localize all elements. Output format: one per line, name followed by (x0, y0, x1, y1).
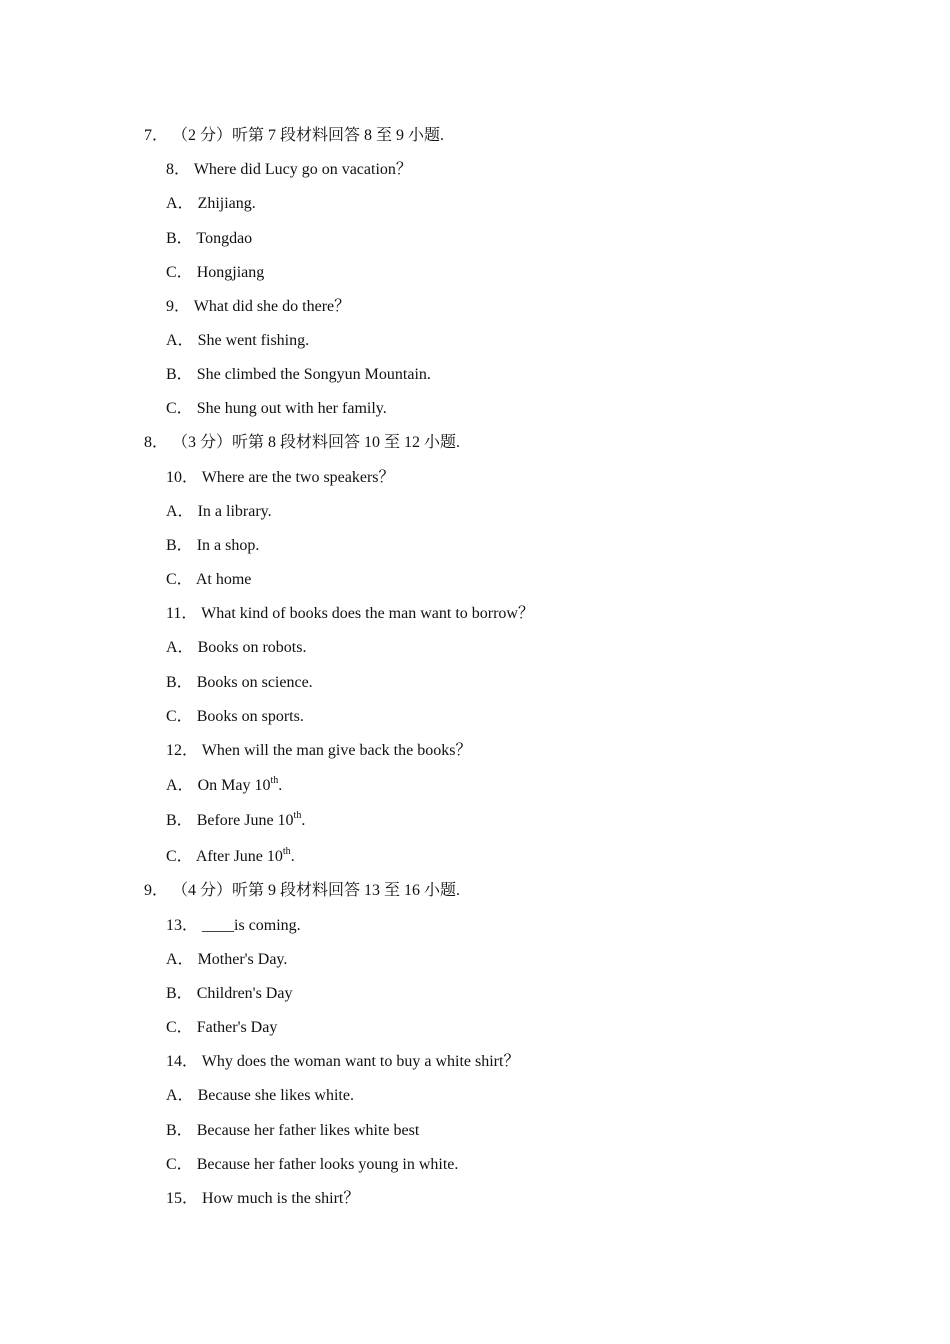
option-b (166, 673, 313, 693)
option-letter: C． (166, 1019, 193, 1036)
option-text: On May 10 (197, 777, 271, 794)
option-c (166, 847, 295, 867)
question (166, 1189, 359, 1209)
question-text: Why does the woman want to buy a white shirt？ (201, 1053, 520, 1070)
question (166, 160, 412, 180)
option-letter: C． (166, 848, 193, 865)
question-number: 13． (166, 917, 199, 934)
superscript: th (282, 845, 291, 857)
question-text: What kind of books does the man want to borrow？ (201, 605, 534, 622)
option-letter: B． (166, 1122, 193, 1139)
question (166, 916, 301, 936)
option-text: Books on robots. (197, 639, 307, 656)
superscript: th (293, 809, 302, 821)
option-text: In a library. (197, 503, 272, 520)
question (166, 741, 471, 761)
question (166, 297, 350, 317)
option-text: Books on sports. (196, 708, 304, 725)
option-text: Zhijiang. (197, 195, 256, 212)
option-letter: B． (166, 230, 193, 247)
option-text: Tongdao (196, 230, 253, 247)
option-text: She went fishing. (197, 332, 310, 349)
option-letter: A． (166, 777, 194, 794)
option-letter: A． (166, 332, 194, 349)
question-number: 11． (166, 605, 198, 622)
question (166, 468, 395, 488)
option-text: Children's Day (196, 985, 293, 1002)
question-text: Where did Lucy go on vacation？ (193, 161, 412, 178)
option-b (166, 811, 305, 831)
option-letter: A． (166, 951, 194, 968)
option-letter: B． (166, 812, 193, 829)
option-c (166, 707, 304, 727)
option-text: Hongjiang (196, 264, 265, 281)
question-number: 10． (166, 469, 199, 486)
question-number: 8． (166, 161, 191, 178)
question-text: ____is coming. (202, 917, 301, 934)
option-text: She climbed the Songyun Mountain. (196, 366, 431, 383)
option-letter: C． (166, 1156, 193, 1173)
option-letter: B． (166, 674, 193, 691)
option-a (166, 194, 256, 214)
option-letter: C． (166, 708, 193, 725)
option-text: Before June 10 (196, 812, 294, 829)
option-letter: C． (166, 400, 193, 417)
section-instruction: （4 分）听第 9 段材料回答 13 至 16 小题. (172, 882, 461, 899)
option-letter: B． (166, 985, 193, 1002)
option-text: Mother's Day. (197, 951, 288, 968)
question-number: 12． (166, 742, 199, 759)
section-instruction: （3 分）听第 8 段材料回答 10 至 12 小题. (172, 434, 461, 451)
option-c (166, 1018, 277, 1038)
option-a (166, 950, 287, 970)
option-c (166, 263, 264, 283)
option-c (166, 399, 387, 419)
option-a (166, 1086, 354, 1106)
option-b (166, 365, 431, 385)
question (166, 604, 534, 624)
question-text: How much is the shirt？ (202, 1190, 360, 1207)
option-b (166, 984, 292, 1004)
section-header (144, 433, 460, 453)
option-letter: C． (166, 571, 193, 588)
option-a (166, 331, 309, 351)
option-letter: A． (166, 195, 194, 212)
option-punctuation: . (278, 777, 283, 794)
option-b (166, 536, 259, 556)
question-text: When will the man give back the books？ (201, 742, 472, 759)
option-text: Books on science. (196, 674, 313, 691)
option-a (166, 502, 272, 522)
option-text: At home (195, 571, 252, 588)
question (166, 1052, 519, 1072)
question-number: 14． (166, 1053, 199, 1070)
option-a (166, 638, 306, 658)
section-instruction: （2 分）听第 7 段材料回答 8 至 9 小题. (172, 127, 445, 144)
option-c (166, 570, 251, 590)
option-text: In a shop. (196, 537, 260, 554)
option-text: She hung out with her family. (196, 400, 387, 417)
option-letter: B． (166, 537, 193, 554)
option-text: Because she likes white. (197, 1087, 354, 1104)
section-header (144, 881, 460, 901)
question-number: 9． (166, 298, 191, 315)
option-text: Father's Day (196, 1019, 278, 1036)
option-letter: A． (166, 639, 194, 656)
option-letter: A． (166, 1087, 194, 1104)
option-a (166, 776, 282, 796)
option-text: Because her father likes white best (196, 1122, 420, 1139)
section-number: 9． (144, 882, 169, 899)
superscript: th (270, 774, 279, 786)
option-letter: C． (166, 264, 193, 281)
question-text: Where are the two speakers？ (201, 469, 395, 486)
option-b (166, 229, 252, 249)
section-header (144, 126, 444, 146)
option-letter: B． (166, 366, 193, 383)
option-b (166, 1121, 419, 1141)
option-text: Because her father looks young in white. (196, 1156, 459, 1173)
option-punctuation: . (290, 848, 295, 865)
section-number: 7． (144, 127, 169, 144)
section-number: 8． (144, 434, 169, 451)
option-letter: A． (166, 503, 194, 520)
option-punctuation: . (301, 812, 306, 829)
question-number: 15． (166, 1190, 199, 1207)
option-text: After June 10 (195, 848, 283, 865)
question-text: What did she do there？ (193, 298, 351, 315)
option-c (166, 1155, 458, 1175)
